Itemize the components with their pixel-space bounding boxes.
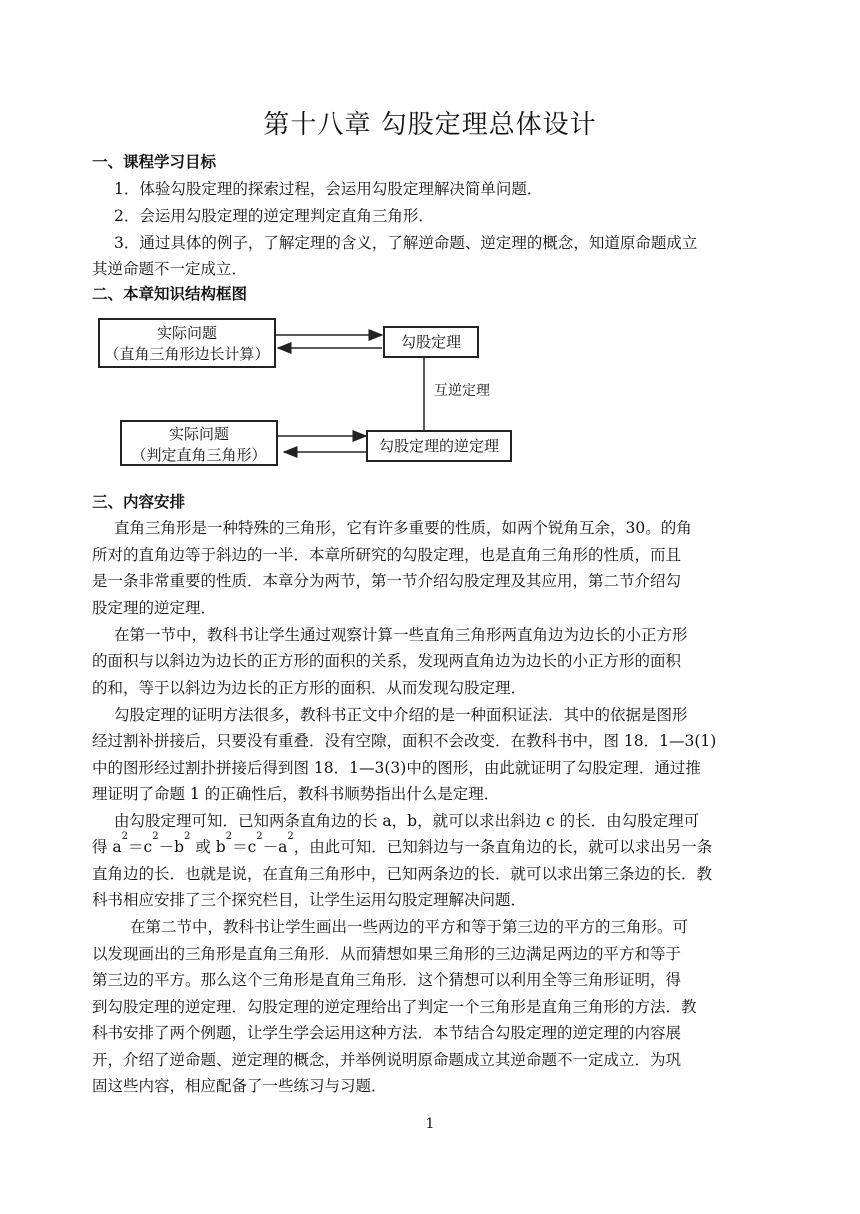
formula-part: ＝c xyxy=(128,838,153,856)
formula-sup: 2 xyxy=(256,831,263,842)
goal-item-3: 3．通过具体的例子，了解定理的含义，了解逆命题、逆定理的概念，知道原命题成立 xyxy=(114,234,698,252)
chapter-title: 第十八章 勾股定理总体设计 xyxy=(263,110,597,140)
section-heading-arrangement: 三、内容安排 xyxy=(92,493,186,511)
para-line: 直角边的长．也就是说，在直角三角形中，已知两条边的长．就可以求出第三条边的长．教 xyxy=(92,865,713,883)
box-practical-problem-calc-line2: （直角三角形边长计算） xyxy=(104,345,270,363)
para-line: 勾股定理的证明方法很多，教科书正文中介绍的是一种面积证法．其中的依据是图形 xyxy=(114,706,688,724)
goal-item-1: 1．体验勾股定理的探索过程，会运用勾股定理解决简单问题． xyxy=(114,180,543,198)
box-practical-problem-calc xyxy=(98,318,276,368)
formula-part: 得 a xyxy=(92,838,122,856)
formula-part: ＝c xyxy=(232,838,257,856)
formula-sup: 2 xyxy=(287,831,294,842)
box-pythagorean-theorem: 勾股定理 xyxy=(383,326,479,358)
para-line: 到勾股定理的逆定理．勾股定理的逆定理给出了判定一个三角形是直角三角形的方法．教 xyxy=(92,998,697,1016)
goal-item-2: 2．会运用勾股定理的逆定理判定直角三角形． xyxy=(114,207,434,225)
formula-part: －a xyxy=(262,838,288,856)
para-line: 中的图形经过割扑拼接后得到图 18．1—3(3)中的图形，由此就证明了勾股定理．通过推 xyxy=(92,759,701,777)
box-practical-problem-calc-line1: 实际问题 xyxy=(156,324,217,342)
para-line: 科书安排了两个例题，让学生学会运用这种方法．本节结合勾股定理的逆定理的内容展 xyxy=(92,1024,682,1042)
box-converse-theorem: 勾股定理的逆定理 xyxy=(366,430,512,462)
section-heading-goals: 一、课程学习目标 xyxy=(92,153,217,171)
para-line: 的和，等于以斜边为边长的正方形的面积．从而发现勾股定理． xyxy=(92,679,527,697)
formula-part: －b xyxy=(158,838,185,856)
para-line: 所对的直角边等于斜边的一半．本章所研究的勾股定理，也是直角三角形的性质，而且 xyxy=(92,546,682,564)
para-line: 科书相应安排了三个探究栏目，让学生运用勾股定理解决问题． xyxy=(92,891,527,909)
formula-sup: 2 xyxy=(152,831,159,842)
para-line: 以发现画出的三角形是直角三角形．从而猜想如果三角形的三边满足两边的平方和等于 xyxy=(92,945,682,963)
para-line: 在第二节中，教科书让学生画出一些两边的平方和等于第三边的平方的三角形。可 xyxy=(130,918,689,936)
para-line: 股定理的逆定理． xyxy=(92,599,217,617)
box-practical-problem-judge-line1: 实际问题 xyxy=(168,425,229,443)
para-line: 直角三角形是一种特殊的三角形，它有许多重要的性质，如两个锐角互余，30。的角 xyxy=(114,519,692,537)
formula-sup: 2 xyxy=(121,831,129,842)
page-number: 1 xyxy=(425,1116,435,1132)
formula-line xyxy=(92,831,713,857)
section-heading-diagram: 二、本章知识结构框图 xyxy=(92,285,248,303)
para-line: 开，介绍了逆命题、逆定理的概念，并举例说明原命题成立其逆命题不一定成立．为巩 xyxy=(92,1051,682,1069)
formula-sup: 2 xyxy=(184,831,191,842)
para-line: 由勾股定理可知．已知两条直角边的长 a，b，就可以求出斜边 c 的长．由勾股定理可 xyxy=(114,812,700,830)
para-line: 理证明了命题 1 的正确性后，教科书顺势指出什么是定理． xyxy=(92,785,500,803)
formula-sup: 2 xyxy=(225,831,233,842)
formula-part: 或 b xyxy=(190,838,226,856)
para-line: 经过割补拼接后，只要没有重叠．没有空隙，面积不会改变．在教科书中，图 18．1—3(1) xyxy=(92,732,717,750)
goal-item-3-cont: 其逆命题不一定成立． xyxy=(92,260,248,278)
para-line: 的面积与以斜边为边长的正方形的面积的关系，发现两直角边为边长的小正方形的面积 xyxy=(92,652,682,670)
edge-label-converse: 互逆定理 xyxy=(434,383,490,399)
formula-part: ，由此可知．已知斜边与一条直角边的长，就可以求出另一条 xyxy=(293,838,713,856)
para-line: 第三边的平方。那么这个三角形是直角三角形．这个猜想可以利用全等三角形证明，得 xyxy=(92,971,682,989)
para-line: 是一条非常重要的性质．本章分为两节，第一节介绍勾股定理及其应用，第二节介绍勾 xyxy=(92,572,682,590)
box-practical-problem-judge-line2: （判定直角三角形） xyxy=(131,446,267,464)
para-line: 固这些内容，相应配备了一些练习与习题． xyxy=(92,1077,387,1095)
para-line: 在第一节中，教科书让学生通过观察计算一些直角三角形两直角边为边长的小正方形 xyxy=(114,626,688,644)
box-practical-problem-judge xyxy=(120,420,278,466)
